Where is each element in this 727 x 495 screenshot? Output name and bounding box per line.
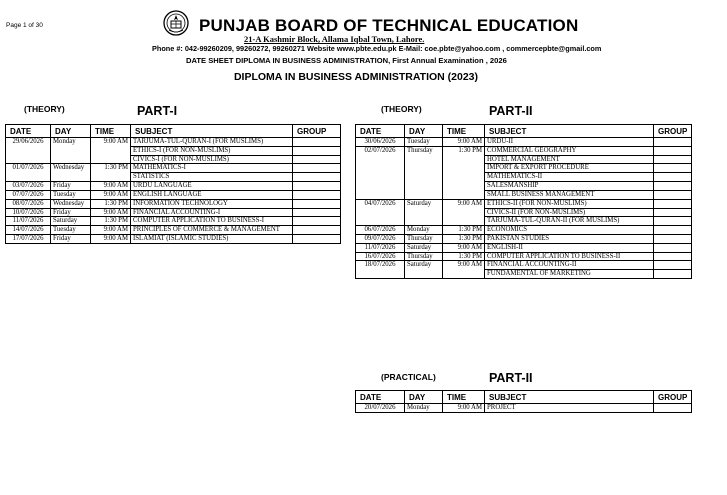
practical-part2-table: [355, 390, 692, 413]
group-cell: [293, 155, 341, 164]
table-row: [356, 404, 692, 413]
subject-cell: ETHICS-II (FOR NON-MUSLIMS): [485, 199, 654, 208]
table-row: [6, 190, 341, 199]
subject-cell: STATISTICS: [131, 173, 293, 182]
time-cell: 9:00 AM: [91, 182, 131, 191]
day-cell: Friday: [51, 208, 91, 217]
subject-cell: ENGLISH-II: [485, 243, 654, 252]
subject-cell: PROJECT: [485, 404, 654, 413]
col-day: DAY: [405, 125, 443, 138]
date-cell: 29/06/2026: [6, 138, 51, 164]
subject-cell: CIVICS-II (FOR NON-MUSLIMS): [485, 208, 654, 217]
subject-cell: FINANCIAL ACCOUNTING-II: [485, 261, 654, 270]
day-cell: Thursday: [405, 234, 443, 243]
contact-line: Phone #: 042-99260209, 99260272, 99260271 Website www.pbte.edu.pk E-Mail: coe.pbte@yahoo.com , commercepbte@gmail.com: [152, 44, 602, 53]
subject-cell: MATHEMATICS-II: [485, 173, 654, 182]
section-tag-theory-part1: (THEORY): [24, 104, 65, 114]
table-row: [6, 164, 341, 173]
date-cell: 06/07/2026: [356, 226, 405, 235]
board-title: PUNJAB BOARD OF TECHNICAL EDUCATION: [199, 16, 579, 35]
date-cell: 30/06/2026: [356, 138, 405, 147]
time-cell: 9:00 AM: [443, 261, 485, 279]
table-row: [6, 199, 341, 208]
group-cell: [654, 270, 692, 279]
subject-cell: FINANCIAL ACCOUNTING-I: [131, 208, 293, 217]
group-cell: [293, 199, 341, 208]
subject-cell: SMALL BUSINESS MANAGEMENT: [485, 190, 654, 199]
pbte-logo: [163, 10, 189, 36]
table-row: [356, 146, 692, 155]
section-tag-practical-part2: (PRACTICAL): [381, 372, 436, 382]
col-time: TIME: [91, 125, 131, 138]
date-cell: 08/07/2026: [6, 199, 51, 208]
day-cell: Saturday: [405, 199, 443, 225]
section-title-part1: PART-I: [137, 104, 178, 118]
table-row: [356, 261, 692, 270]
subject-cell: COMPUTER APPLICATION TO BUSINESS-I: [131, 217, 293, 226]
col-group: GROUP: [293, 125, 341, 138]
day-cell: Thursday: [405, 146, 443, 199]
group-cell: [654, 252, 692, 261]
col-day: DAY: [405, 391, 443, 404]
col-date: DATE: [356, 125, 405, 138]
group-cell: [293, 217, 341, 226]
date-cell: 16/07/2026: [356, 252, 405, 261]
col-subject: SUBJECT: [131, 125, 293, 138]
col-day: DAY: [51, 125, 91, 138]
subject-cell: INFORMATION TECHNOLOGY: [131, 199, 293, 208]
col-group: GROUP: [654, 125, 692, 138]
section-title-practical-part2: PART-II: [489, 371, 533, 385]
date-cell: 07/07/2026: [6, 190, 51, 199]
diploma-title: DIPLOMA IN BUSINESS ADMINISTRATION (2023): [233, 71, 479, 83]
table-row: [356, 226, 692, 235]
time-cell: 1:30 PM: [443, 252, 485, 261]
col-group: GROUP: [654, 391, 692, 404]
group-cell: [654, 226, 692, 235]
group-cell: [654, 261, 692, 270]
group-cell: [654, 190, 692, 199]
board-address: 21-A Kashmir Block, Allama Iqbal Town, Lahore.: [244, 34, 425, 44]
table-row: [6, 208, 341, 217]
day-cell: Monday: [405, 226, 443, 235]
table-row: [356, 252, 692, 261]
day-cell: Tuesday: [51, 190, 91, 199]
date-cell: 11/07/2026: [356, 243, 405, 252]
subject-cell: URDU-II: [485, 138, 654, 147]
subject-cell: CIVICS-I (FOR NON-MUSLIMS): [131, 155, 293, 164]
day-cell: Wednesday: [51, 164, 91, 182]
subject-cell: ETHICS-I (FOR NON-MUSLIMS): [131, 146, 293, 155]
time-cell: 1:30 PM: [443, 146, 485, 199]
col-time: TIME: [443, 125, 485, 138]
subject-cell: SALESMANSHIP: [485, 182, 654, 191]
date-cell: 11/07/2026: [6, 217, 51, 226]
group-cell: [654, 146, 692, 155]
col-subject: SUBJECT: [485, 125, 654, 138]
group-cell: [293, 173, 341, 182]
time-cell: 9:00 AM: [91, 208, 131, 217]
day-cell: Friday: [51, 182, 91, 191]
time-cell: 9:00 AM: [91, 190, 131, 199]
col-time: TIME: [443, 391, 485, 404]
table-row: [6, 226, 341, 235]
section-tag-theory-part2: (THEORY): [381, 104, 422, 114]
group-cell: [654, 243, 692, 252]
group-cell: [293, 146, 341, 155]
table-row: [6, 182, 341, 191]
group-cell: [654, 182, 692, 191]
date-cell: 04/07/2026: [356, 199, 405, 225]
group-cell: [654, 173, 692, 182]
date-cell: 02/07/2026: [356, 146, 405, 199]
day-cell: Tuesday: [405, 138, 443, 147]
subject-cell: PAKISTAN STUDIES: [485, 234, 654, 243]
time-cell: 9:00 AM: [443, 243, 485, 252]
group-cell: [293, 208, 341, 217]
time-cell: 9:00 AM: [443, 199, 485, 225]
day-cell: Tuesday: [51, 226, 91, 235]
section-title-part2: PART-II: [489, 104, 533, 118]
table-row: [356, 234, 692, 243]
day-cell: Wednesday: [51, 199, 91, 208]
page-indicator: Page 1 of 30: [6, 22, 43, 29]
day-cell: Saturday: [405, 261, 443, 279]
time-cell: 1:30 PM: [91, 199, 131, 208]
col-date: DATE: [356, 391, 405, 404]
subject-cell: URDU LANGUAGE: [131, 182, 293, 191]
col-date: DATE: [6, 125, 51, 138]
group-cell: [654, 155, 692, 164]
table-row: [356, 243, 692, 252]
subject-cell: ISLAMIAT (ISLAMIC STUDIES): [131, 234, 293, 243]
date-cell: 09/07/2026: [356, 234, 405, 243]
group-cell: [654, 164, 692, 173]
day-cell: Saturday: [51, 217, 91, 226]
subject-cell: FUNDAMENTAL OF MARKETING: [485, 270, 654, 279]
theory-part2-table: [355, 124, 692, 279]
subject-cell: ENGLISH LANGUAGE: [131, 190, 293, 199]
table-row: [356, 199, 692, 208]
subject-cell: MATHEMATICS-I: [131, 164, 293, 173]
time-cell: 1:30 PM: [443, 226, 485, 235]
table-row: [6, 234, 341, 243]
date-cell: 10/07/2026: [6, 208, 51, 217]
subject-cell: PRINCIPLES OF COMMERCE & MANAGEMENT: [131, 226, 293, 235]
table-row: [356, 138, 692, 147]
time-cell: 1:30 PM: [443, 234, 485, 243]
time-cell: 9:00 AM: [443, 404, 485, 413]
group-cell: [293, 164, 341, 173]
group-cell: [293, 234, 341, 243]
col-subject: SUBJECT: [485, 391, 654, 404]
time-cell: 1:30 PM: [91, 217, 131, 226]
group-cell: [654, 138, 692, 147]
day-cell: Friday: [51, 234, 91, 243]
group-cell: [293, 190, 341, 199]
table-row: [6, 217, 341, 226]
group-cell: [654, 199, 692, 208]
time-cell: 9:00 AM: [91, 226, 131, 235]
subject-cell: ECONOMICS: [485, 226, 654, 235]
subject-cell: COMPUTER APPLICATION TO BUSINESS-II: [485, 252, 654, 261]
date-cell: 18/07/2026: [356, 261, 405, 279]
day-cell: Saturday: [405, 243, 443, 252]
time-cell: 9:00 AM: [91, 138, 131, 164]
date-cell: 03/07/2026: [6, 182, 51, 191]
datesheet-title: DATE SHEET DIPLOMA IN BUSINESS ADMINISTRATION, First Annual Examination , 2026: [186, 56, 507, 65]
time-cell: 1:30 PM: [91, 164, 131, 182]
group-cell: [654, 217, 692, 226]
day-cell: Thursday: [405, 252, 443, 261]
table-row: [6, 138, 341, 147]
subject-cell: TARJUMA-TUL-QURAN-II (FOR MUSLIMS): [485, 217, 654, 226]
subject-cell: COMMERCIAL GEOGRAPHY: [485, 146, 654, 155]
theory-part1-table: [5, 124, 341, 244]
day-cell: Monday: [405, 404, 443, 413]
group-cell: [654, 404, 692, 413]
group-cell: [293, 182, 341, 191]
subject-cell: HOTEL MANAGEMENT: [485, 155, 654, 164]
date-cell: 17/07/2026: [6, 234, 51, 243]
time-cell: 9:00 AM: [91, 234, 131, 243]
group-cell: [654, 234, 692, 243]
date-cell: 20/07/2026: [356, 404, 405, 413]
subject-cell: IMPORT & EXPORT PROCEDURE: [485, 164, 654, 173]
time-cell: 9:00 AM: [443, 138, 485, 147]
group-cell: [293, 226, 341, 235]
date-cell: 14/07/2026: [6, 226, 51, 235]
date-cell: 01/07/2026: [6, 164, 51, 182]
day-cell: Monday: [51, 138, 91, 164]
group-cell: [654, 208, 692, 217]
group-cell: [293, 138, 341, 147]
subject-cell: TARJUMA-TUL-QURAN-I (FOR MUSLIMS): [131, 138, 293, 147]
